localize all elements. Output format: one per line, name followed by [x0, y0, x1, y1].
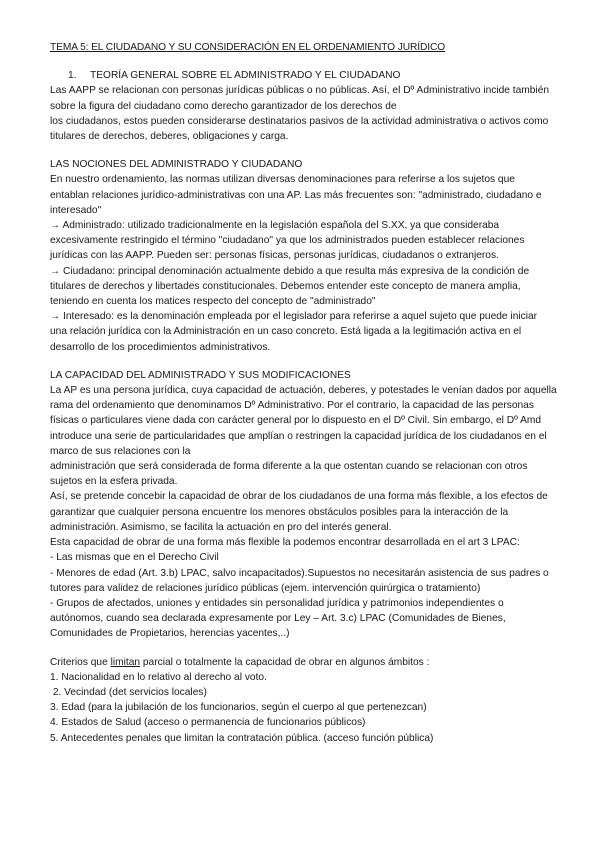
paragraph-line: autónomos, cuando sea declarada expresamente por Ley – Art. 3.c) LPAC (Comunidades de Bienes,	[50, 613, 506, 625]
list-item: 5. Antecedentes penales que limitan la contratación pública. (acceso función pública)	[50, 732, 434, 744]
paragraph-line: Esta capacidad de obrar de una forma más flexible la podemos encontrar desarrollada en el art 3 LPAC:	[50, 537, 520, 549]
section-1-number: 1.	[68, 70, 77, 82]
paragraph-line: La AP es una persona jurídica, cuya capacidad de actuación, deberes, y potestades le venían dados por aquella	[50, 385, 557, 397]
paragraph-line: sujetos en la esfera privada.	[50, 476, 178, 488]
paragraph-line: físicas o particulares viene dada con carácter general por lo dispuesto en el Dº Civil. Sin embargo, el Dº Amd	[50, 415, 542, 427]
paragraph-line: sobre la figura del ciudadano como derecho garantizador de los derechos de	[50, 100, 397, 112]
section-3-body	[50, 383, 560, 641]
criteria-intro-after: parcial o totalmente la capacidad de obrar en algunos ámbitos :	[140, 656, 430, 668]
section-1-heading-text: TEORÍA GENERAL SOBRE EL ADMINISTRADO Y EL CIUDADANO	[90, 70, 401, 82]
list-item: 4. Estados de Salud (acceso o permanencia de funcionarios públicos)	[50, 717, 366, 729]
paragraph-line: jurídicas con las AAPP. Pueden ser: personas físicas, personas jurídicas, ciudadanos o extranjeros.	[50, 250, 499, 262]
paragraph-line: titulares de derechos, deberes, obligaciones y carga.	[50, 131, 289, 143]
paragraph-line: - Grupos de afectados, uniones y entidades sin personalidad jurídica y patrimonios independientes o	[50, 597, 504, 609]
paragraph-line: desarrollo de los procedimientos administrativos.	[50, 341, 271, 353]
paragraph-line: excesivamente restringido el término "ciudadano" ya que los administrados pueden establecer relaciones	[50, 235, 525, 247]
section-1-body	[50, 83, 560, 144]
section-2-body	[50, 172, 560, 354]
section-2-heading: LAS NOCIONES DEL ADMINISTRADO Y CIUDADANO	[50, 159, 303, 171]
paragraph-line: - Las mismas que en el Derecho Civil	[50, 552, 219, 564]
paragraph-line: rama del ordenamiento que denominamos Dº Administrativo. Por el contrario, la capacidad de las personas	[50, 400, 534, 412]
paragraph-line: tutores para validez de relaciones jurídico públicas (ejem. intervención quirúrgica o tratamiento)	[50, 582, 481, 594]
list-item: 1. Nacionalidad en lo relativo al derecho al voto.	[50, 671, 267, 683]
paragraph-line: Así, se pretende concebir la capacidad de obrar de los ciudadanos de una forma más flexible, a los efectos de	[50, 491, 548, 503]
document-page	[50, 40, 560, 746]
paragraph-line: garantizar que cualquier persona encuentre los menores obstáculos posibles para la interacción de la	[50, 506, 509, 518]
criteria-intro-before: Criterios que	[50, 656, 111, 668]
paragraph-line: → Administrado: utilizado tradicionalmente en la legislación española del S.XX, ya que consideraba	[50, 220, 500, 232]
paragraph-line: marco de sus relaciones con la	[50, 445, 191, 457]
spacer	[50, 642, 560, 655]
paragraph-line: Las AAPP se relacionan con personas jurídicas públicas o no públicas. Así, el Dº Administrativo incide también	[50, 85, 550, 97]
paragraph-line: entablan relaciones jurídico-administrativas con una AP. Las más frecuentes son: "administrado, ciudadano e	[50, 189, 542, 201]
criteria-intro-underlined: limitan	[110, 656, 141, 668]
section-1-heading	[50, 68, 560, 83]
paragraph-line: teniendo en cuenta los matices respecto del concepto de "administrado"	[50, 296, 376, 308]
paragraph-line: → Interesado: es la denominación empleada por el legislador para referirse a aquel sujeto que puede iniciar	[50, 311, 538, 323]
paragraph-line: En nuestro ordenamiento, las normas utilizan diversas denominaciones para referirse a los sujetos que	[50, 174, 515, 186]
paragraph-line: - Menores de edad (Art. 3.b) LPAC, salvo incapacitados).Supuestos no necesitarán asistencia de sus padres o	[50, 567, 549, 579]
section-3-heading: LA CAPACIDAD DEL ADMINISTRADO Y SUS MODIFICACIONES	[50, 369, 351, 381]
paragraph-line: administración que será considerada de forma diferente a la que ostentan cuando se relacionan con otros	[50, 461, 528, 473]
list-item: 3. Edad (para la jubilación de los funcionarios, según el cuerpo al que pertenezcan)	[50, 702, 427, 714]
paragraph-line: una relación jurídica con la Administración en un caso concreto. Está ligada a la legitimación activa en el	[50, 326, 522, 338]
document-title: TEMA 5: EL CIUDADANO Y SU CONSIDERACIÓN EN EL ORDENAMIENTO JURÍDICO	[50, 42, 446, 53]
paragraph-line: → Ciudadano: principal denominación actualmente debido a que resulta más expresiva de la condición de	[50, 265, 530, 277]
paragraph-line: administración. Asimismo, se facilita la actuación en pro del interés general.	[50, 521, 392, 533]
paragraph-line: Comunidades de Propietarios, herencias yacentes,..)	[50, 628, 290, 640]
paragraph-line: introduce una serie de particularidades que amplían o restringen la capacidad jurídica de los ciudadanos en el	[50, 430, 547, 442]
criteria-intro	[50, 655, 560, 670]
criteria-list	[50, 670, 560, 746]
paragraph-line: interesado"	[50, 204, 102, 216]
paragraph-line: titulares de derechos y libertades constitucionales. Debemos entender este concepto de manera amplia,	[50, 280, 521, 292]
paragraph-line: los ciudadanos, estos pueden considerarse destinatarios pasivos de la actividad administrativa o activos como	[50, 115, 549, 127]
list-item: 2. Vecindad (det servicios locales)	[50, 686, 207, 698]
